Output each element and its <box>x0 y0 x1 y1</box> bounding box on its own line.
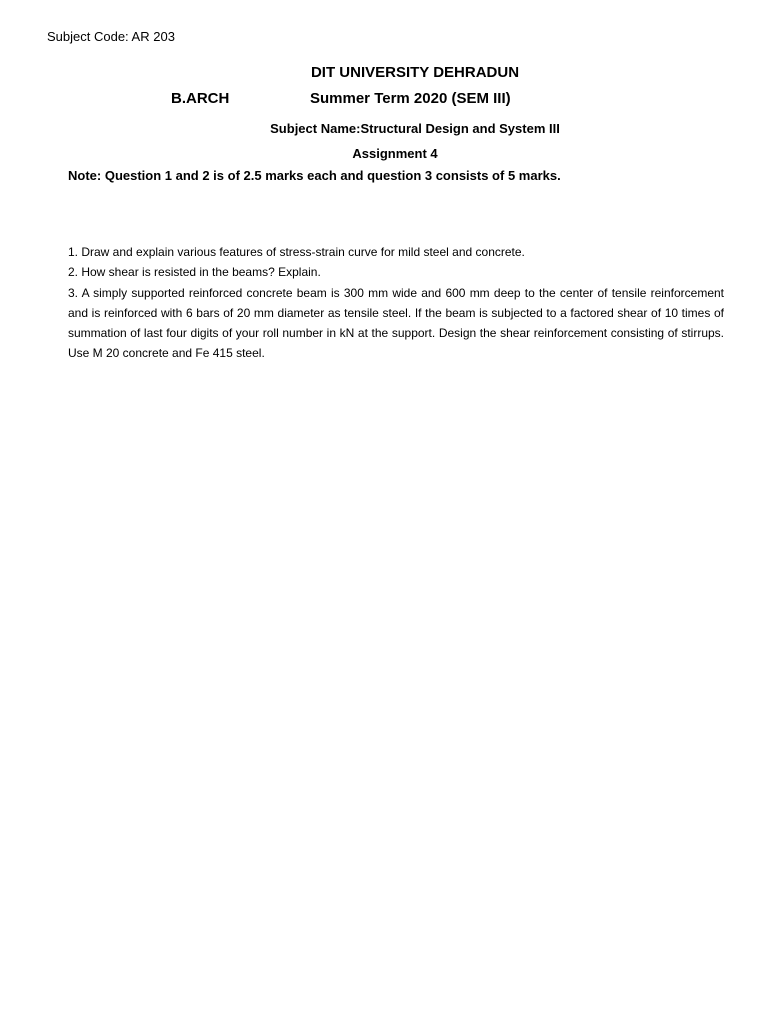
marks-note: Note: Question 1 and 2 is of 2.5 marks each and question 3 consists of 5 marks. <box>68 168 561 183</box>
assignment-title: Assignment 4 <box>352 146 438 161</box>
subject-code: Subject Code: AR 203 <box>47 29 175 44</box>
question-1: 1. Draw and explain various features of stress-strain curve for mild steel and concrete. <box>68 245 525 259</box>
university-title: DIT UNIVERSITY DEHRADUN <box>310 64 520 81</box>
subject-name: Subject Name:Structural Design and System III <box>270 121 560 136</box>
question-3: 3. A simply supported reinforced concrete beam is 300 mm wide and 600 mm deep to the center of tensile reinforcement and is reinforced with 6 bars of 20 mm diameter as tensile steel. If the beam is subjected to a factored shear of 10 times of summation of last four digits of your roll number in kN at the support. Design the shear reinforcement consisting of stirrups. Use M 20 concrete and Fe 415 steel. <box>68 285 724 361</box>
program-name: B.ARCH <box>171 90 230 107</box>
question-2: 2. How shear is resisted in the beams? Explain. <box>68 265 321 280</box>
question-list <box>68 242 724 364</box>
term-label: Summer Term 2020 (SEM III) <box>310 90 511 107</box>
